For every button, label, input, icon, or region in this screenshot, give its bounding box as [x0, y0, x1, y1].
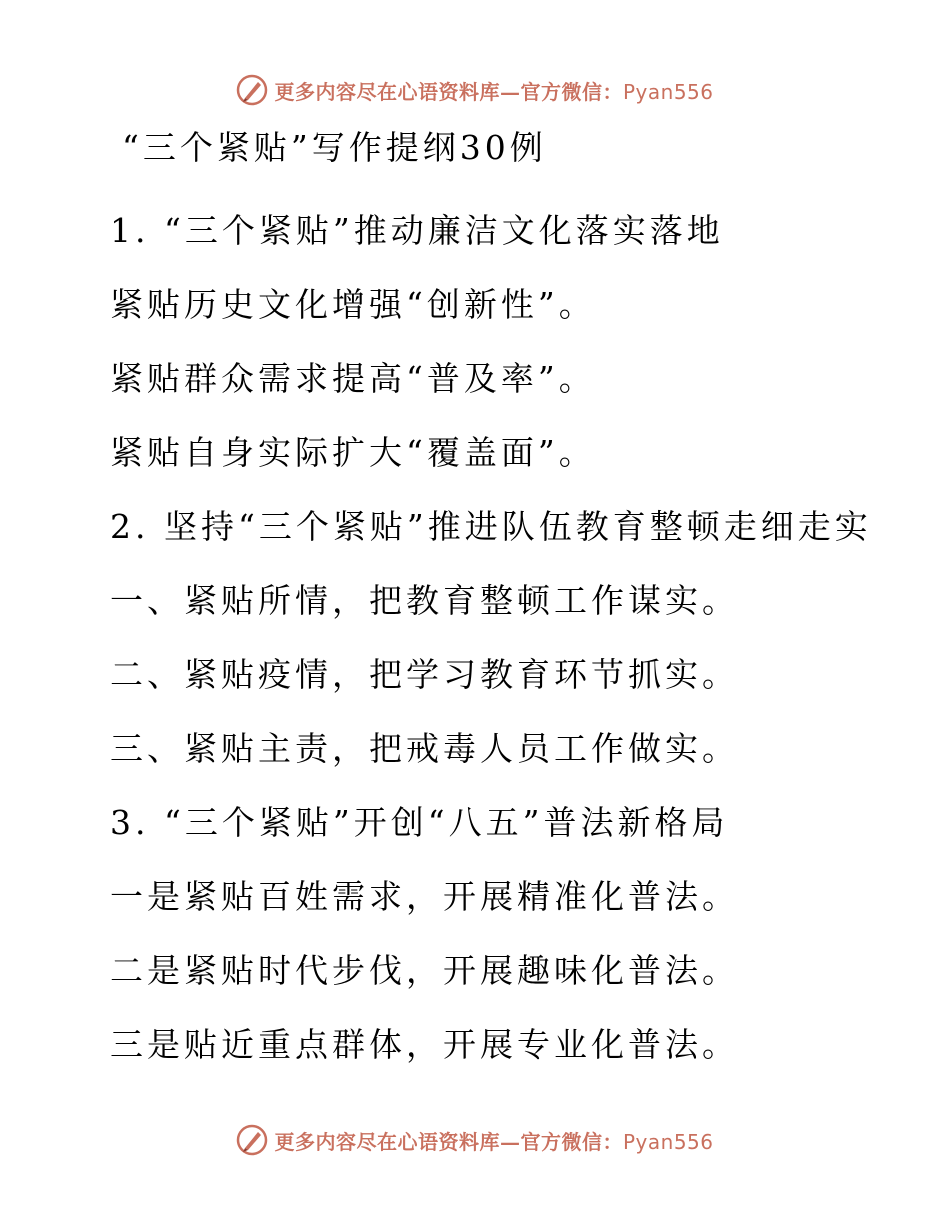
watermark-text: 更多内容尽在心语资料库—官方微信：Pyan556: [274, 1129, 714, 1154]
footer-watermark: [0, 1120, 950, 1160]
document-line: 一是紧贴百姓需求，开展精准化普法。: [110, 877, 739, 916]
document-line: 三是贴近重点群体，开展专业化普法。: [110, 1025, 739, 1064]
document-line: 三、紧贴主责，把戒毒人员工作做实。: [110, 729, 739, 768]
document-body: [110, 120, 930, 1082]
document-line: 紧贴历史文化增强“创新性”。: [110, 285, 596, 324]
document-line: 一、紧贴所情，把教育整顿工作谋实。: [110, 581, 739, 620]
document-line: 二是紧贴时代步伐，开展趣味化普法。: [110, 951, 739, 990]
document-line: 紧贴群众需求提高“普及率”。: [110, 359, 596, 398]
watermark-text: 更多内容尽在心语资料库—官方微信：Pyan556: [274, 79, 714, 104]
document-line: 2. 坚持“三个紧贴”推进队伍教育整顿走细走实: [110, 507, 872, 546]
document-line: 二、紧贴疫情，把学习教育环节抓实。: [110, 655, 739, 694]
document-title: “三个紧贴”写作提纲30例: [122, 128, 547, 167]
document-line: 1. “三个紧贴”推动廉洁文化落实落地: [110, 211, 724, 250]
document-line: 紧贴自身实际扩大“覆盖面”。: [110, 433, 596, 472]
quill-pen-logo-icon: [236, 74, 268, 106]
quill-pen-logo-icon: [236, 1124, 268, 1156]
document-line: 3. “三个紧贴”开创“八五”普法新格局: [110, 803, 729, 842]
header-watermark: [0, 70, 950, 110]
